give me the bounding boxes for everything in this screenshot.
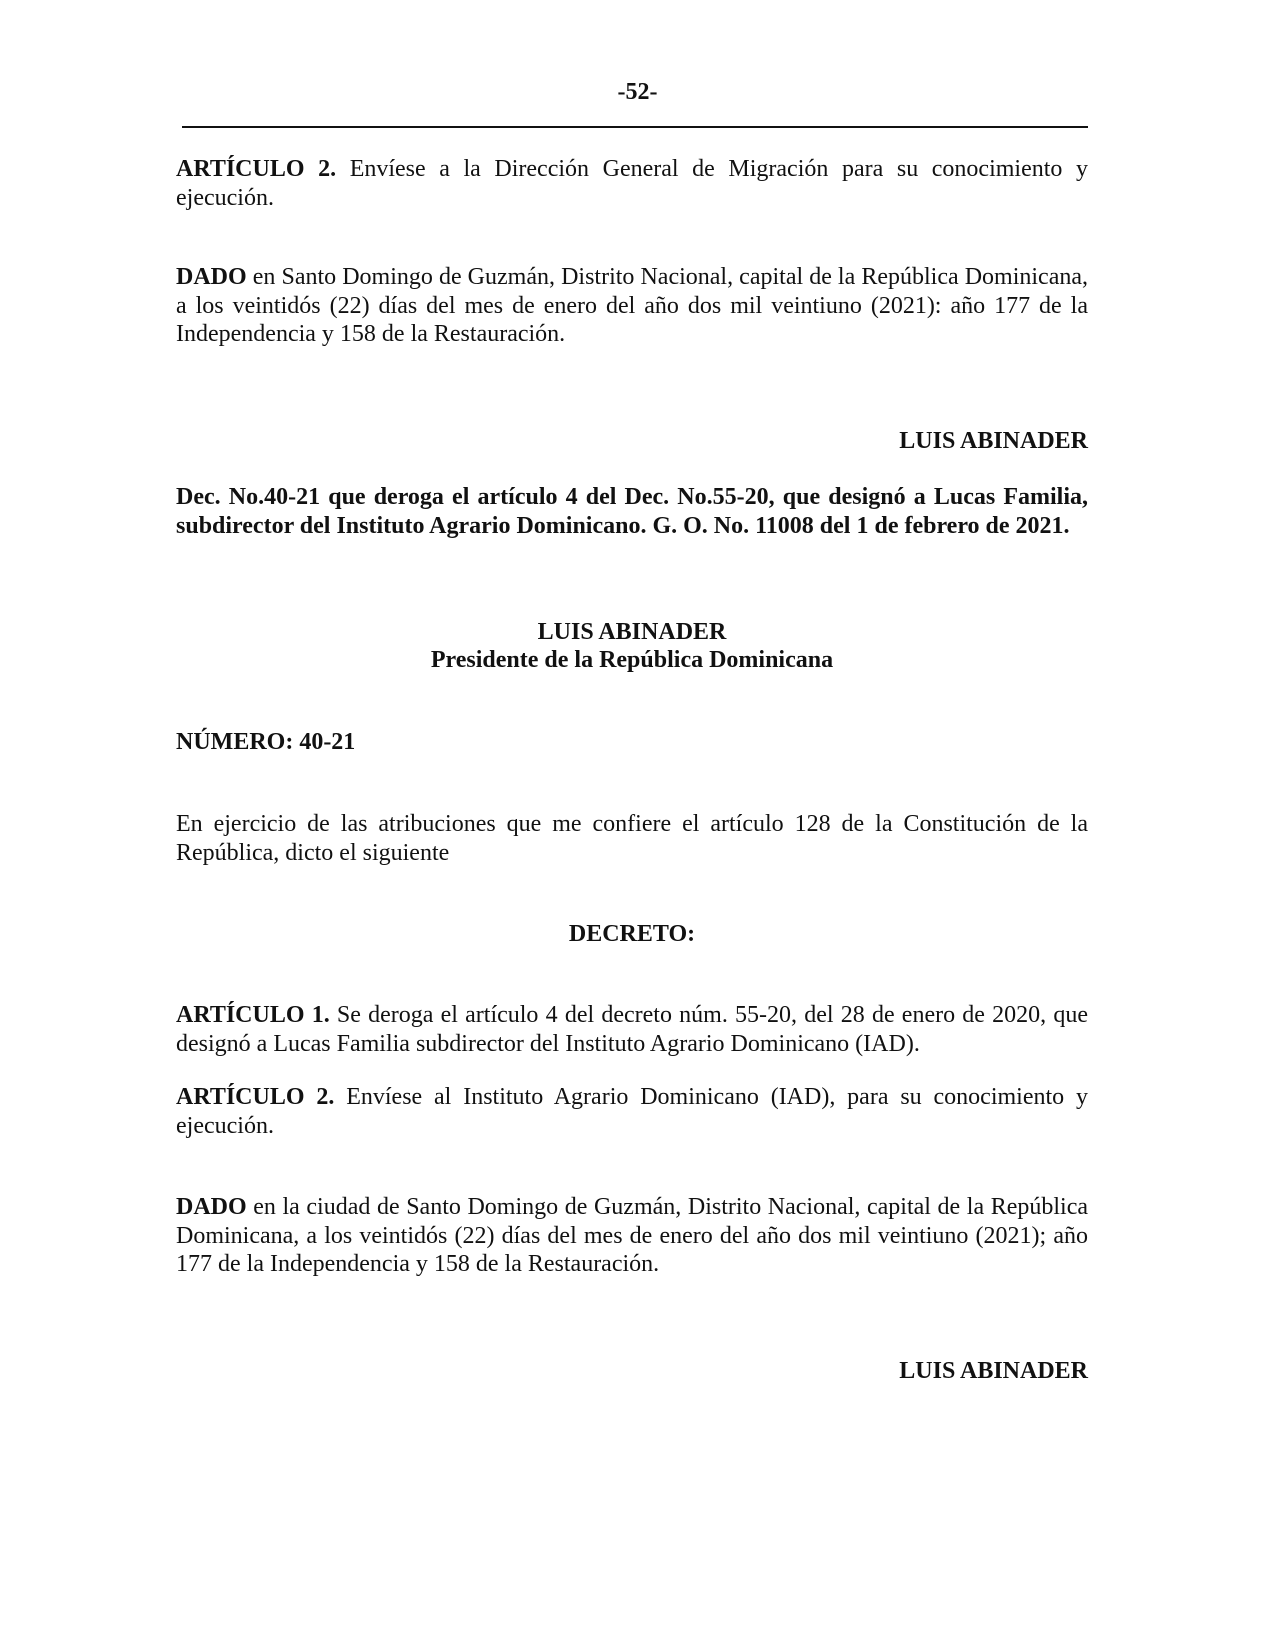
dado-label: DADO: [176, 1194, 247, 1220]
decree-number: NÚMERO: 40-21: [176, 729, 356, 755]
dado-label: DADO: [176, 264, 247, 290]
signature-1: LUIS ABINADER: [899, 428, 1088, 454]
president-name: LUIS ABINADER: [537, 619, 727, 645]
article-text: Se deroga el artículo 4 del decreto núm. 55-20, del 28 de enero de 2020, que designó a Lucas Familia subdirector del Instituto Agrario Dominicano (IAD).: [176, 1002, 1088, 1057]
article-label: ARTÍCULO 2.: [176, 1084, 335, 1110]
preamble: En ejercicio de las atribuciones que me confiere el artículo 128 de la Constitución de la República, dicto el siguiente: [176, 811, 1088, 866]
article-text: Envíese al Instituto Agrario Dominicano (IAD), para su conocimiento y ejecución.: [176, 1084, 1088, 1139]
article-label: ARTÍCULO 2.: [176, 156, 337, 182]
president-title: Presidente de la República Dominicana: [430, 647, 834, 673]
decree-title: Dec. No.40-21 que deroga el artículo 4 del Dec. No.55-20, que designó a Lucas Familia, subdirector del Instituto Agrario Dominicano. G. O. No. 11008 del 1 de febrero de 2021.: [176, 484, 1088, 539]
article-2-iad: [176, 1083, 1088, 1140]
dado-paragraph-1: [176, 263, 1088, 349]
header-rule: [182, 126, 1088, 128]
page-number: -52-: [617, 79, 658, 105]
dado-text: en Santo Domingo de Guzmán, Distrito Nacional, capital de la República Dominicana, a los veintidós (22) días del mes de enero del año dos mil veintiuno (2021): año 177 de la Independencia y 158 de la Restauración.: [176, 264, 1088, 347]
signature-2: LUIS ABINADER: [899, 1358, 1088, 1384]
decreto-heading: DECRETO:: [568, 921, 696, 947]
dado-paragraph-2: [176, 1193, 1088, 1279]
article-2-migracion: [176, 155, 1088, 212]
dado-text: en la ciudad de Santo Domingo de Guzmán, Distrito Nacional, capital de la República Dominicana, a los veintidós (22) días del mes de enero del año dos mil veintiuno (2021); año 177 de la Independencia y 158 de la Restauración.: [176, 1194, 1088, 1277]
article-1: [176, 1001, 1088, 1058]
article-text: Envíese a la Dirección General de Migración para su conocimiento y ejecución.: [176, 156, 1088, 211]
article-label: ARTÍCULO 1.: [176, 1002, 330, 1028]
